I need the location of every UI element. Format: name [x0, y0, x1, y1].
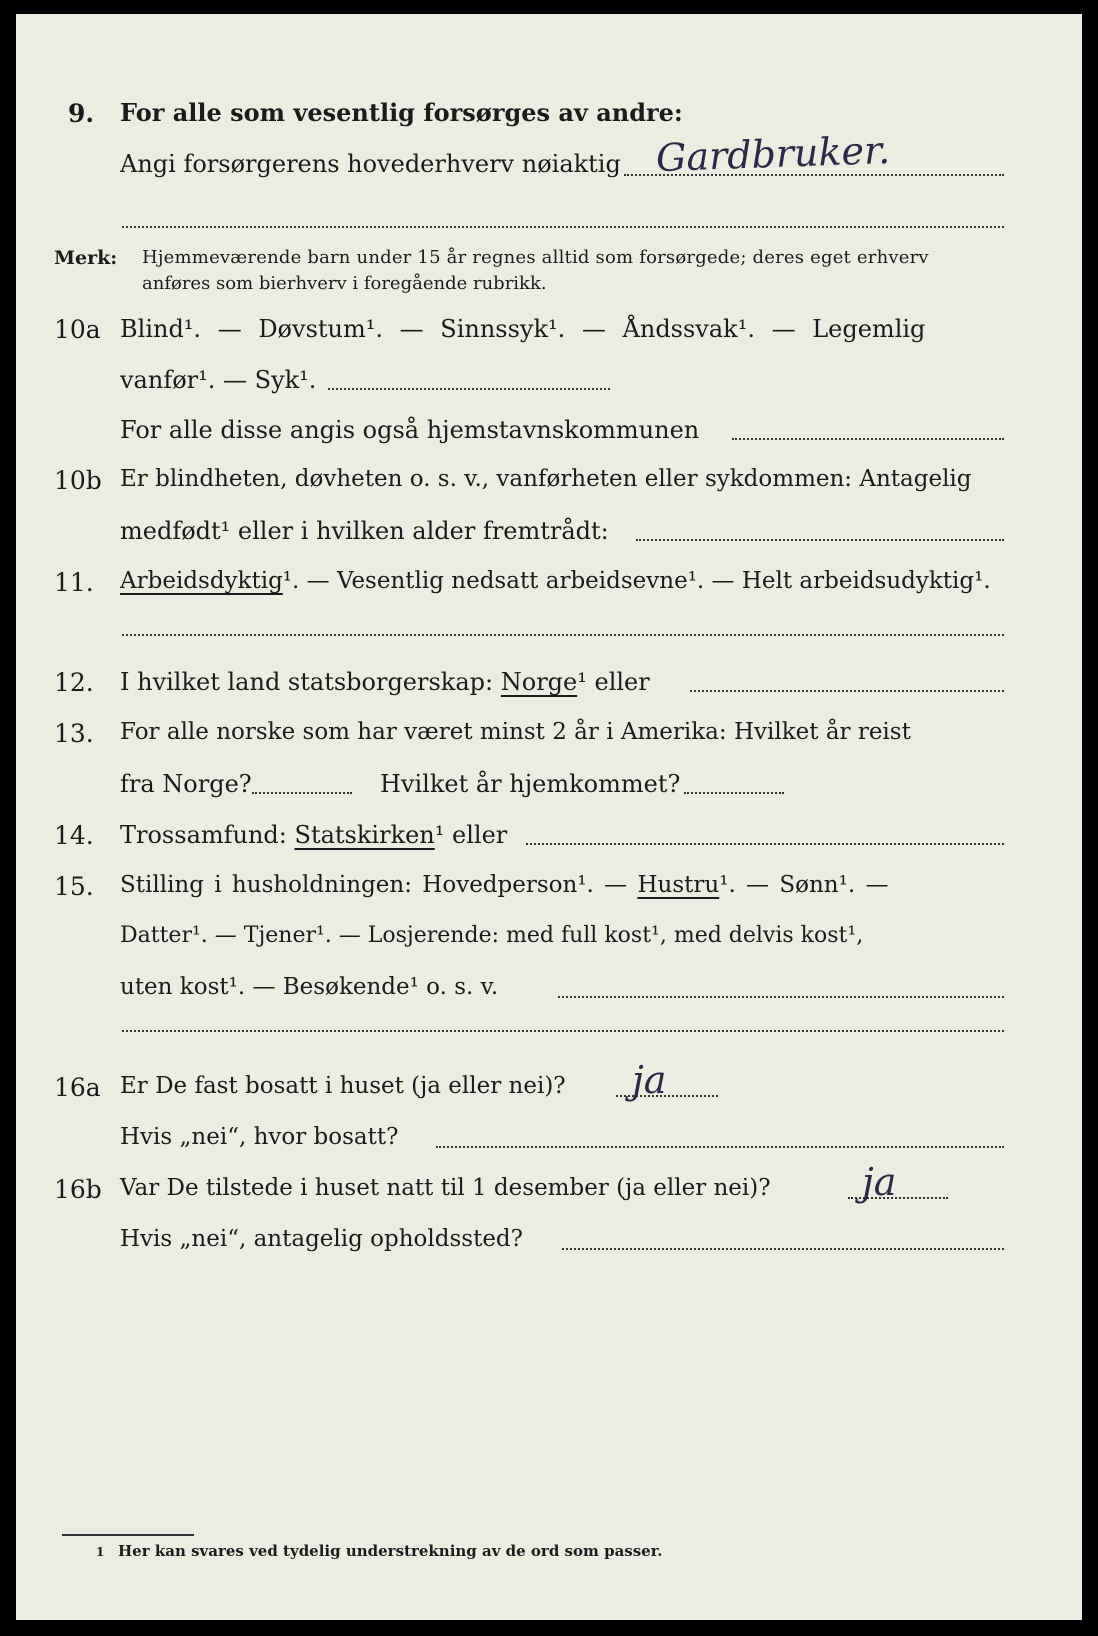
q13-reist-line	[252, 792, 352, 794]
q14-suffix: ¹ eller	[434, 821, 508, 849]
q15-line1a: Stilling i husholdningen: Hovedperson¹. —	[120, 872, 628, 898]
q12-line	[120, 670, 650, 694]
q14-number: 14.	[54, 821, 94, 850]
q15-line1b: ¹. — Sønn¹. —	[719, 872, 889, 898]
q11-rest: ¹. — Vesentlig nedsatt arbeidsevne¹. — Helt arbeidsudyktig¹.	[282, 568, 991, 594]
q11-number: 11.	[54, 568, 94, 597]
q16b-number: 16b	[54, 1175, 102, 1204]
q10b-number: 10b	[54, 466, 102, 495]
q15-option-hustru: Hustru	[637, 872, 720, 898]
q9-extra-line	[122, 226, 1004, 228]
q10a-line1: Blind¹. — Døvstum¹. — Sinnssyk¹. — Åndssvak¹. — Legemlig	[120, 315, 926, 343]
q10a-line3: For alle disse angis også hjemstavnskommunen	[120, 416, 700, 444]
q16a-handwritten-answer: ja	[632, 1058, 667, 1102]
q13-hjemkommet-line	[684, 792, 784, 794]
q16a-number: 16a	[54, 1073, 101, 1102]
q12-prefix: I hvilket land statsborgerskap:	[120, 668, 494, 696]
q9-number: 9.	[68, 99, 95, 128]
q15-line2: Datter¹. — Tjener¹. — Losjerende: med full kost¹, med delvis kost¹,	[120, 923, 864, 948]
merk-line1: Hjemmeværende barn under 15 år regnes alltid som forsørgede; deres eget erhverv	[142, 247, 929, 268]
q14-line	[120, 823, 507, 847]
q12-number: 12.	[54, 668, 94, 697]
q10a-hjemstavn-line	[732, 438, 1004, 440]
q16b-line2: Hvis „nei“, antagelig opholdssted?	[120, 1226, 523, 1252]
q10a-line2: vanfør¹. — Syk¹.	[120, 366, 317, 394]
q14-answer-line	[526, 843, 1004, 845]
q9-line2: Angi forsørgerens hovederhverv nøiaktig	[120, 150, 621, 178]
q10b-line1: Er blindheten, døvheten o. s. v., vanførheten eller sykdommen: Antagelig	[120, 466, 972, 492]
footnote-rule	[62, 1534, 194, 1536]
q10b-answer-line	[636, 539, 1004, 541]
merk-line2: anføres som bierhverv i foregående rubrikk.	[142, 273, 547, 294]
q10b-line2: medfødt¹ eller i hvilken alder fremtrådt:	[120, 517, 609, 545]
q12-answer-line	[690, 690, 1004, 692]
q12-option-norge: Norge	[500, 668, 578, 696]
q10a-syk-line	[328, 388, 610, 390]
merk-label: Merk:	[54, 247, 118, 269]
q13-line2b: Hvilket år hjemkommet?	[380, 770, 681, 798]
q14-prefix: Trossamfund:	[120, 821, 287, 849]
q16b-opholdssted-line	[562, 1248, 1004, 1250]
q15-number: 15.	[54, 872, 94, 901]
q10a-number: 10a	[54, 315, 101, 344]
q16a-line1: Er De fast bosatt i huset (ja eller nei)?	[120, 1073, 566, 1099]
census-form-page	[16, 14, 1082, 1620]
q15-extra-line	[122, 1030, 1004, 1032]
q15-line3: uten kost¹. — Besøkende¹ o. s. v.	[120, 974, 499, 1000]
q11-line	[120, 570, 991, 593]
q15-answer-line	[558, 996, 1004, 998]
q16a-bosatt-line	[436, 1146, 1004, 1148]
q11-option-arbeidsdyktig: Arbeidsdyktig	[120, 568, 283, 594]
q16b-line1: Var De tilstede i huset natt til 1 desember (ja eller nei)?	[120, 1175, 771, 1201]
q13-number: 13.	[54, 719, 94, 748]
q16a-line2: Hvis „nei“, hvor bosatt?	[120, 1124, 399, 1150]
q15-line1	[120, 874, 888, 897]
q16b-handwritten-answer: ja	[862, 1160, 897, 1204]
q9-line1: For alle som vesentlig forsørges av andre:	[120, 98, 683, 127]
footnote-mark: 1	[96, 1545, 105, 1559]
q9-handwritten-answer: Gardbruker.	[655, 127, 891, 181]
q14-option-statskirken: Statskirken	[294, 821, 435, 849]
q13-line1: For alle norske som har været minst 2 år i Amerika: Hvilket år reist	[120, 719, 911, 745]
q13-line2a: fra Norge?	[120, 770, 252, 798]
q12-suffix: ¹ eller	[577, 668, 650, 696]
q11-extra-line	[122, 634, 1004, 636]
footnote-text: Her kan svares ved tydelig understrekning av de ord som passer.	[118, 1542, 663, 1560]
